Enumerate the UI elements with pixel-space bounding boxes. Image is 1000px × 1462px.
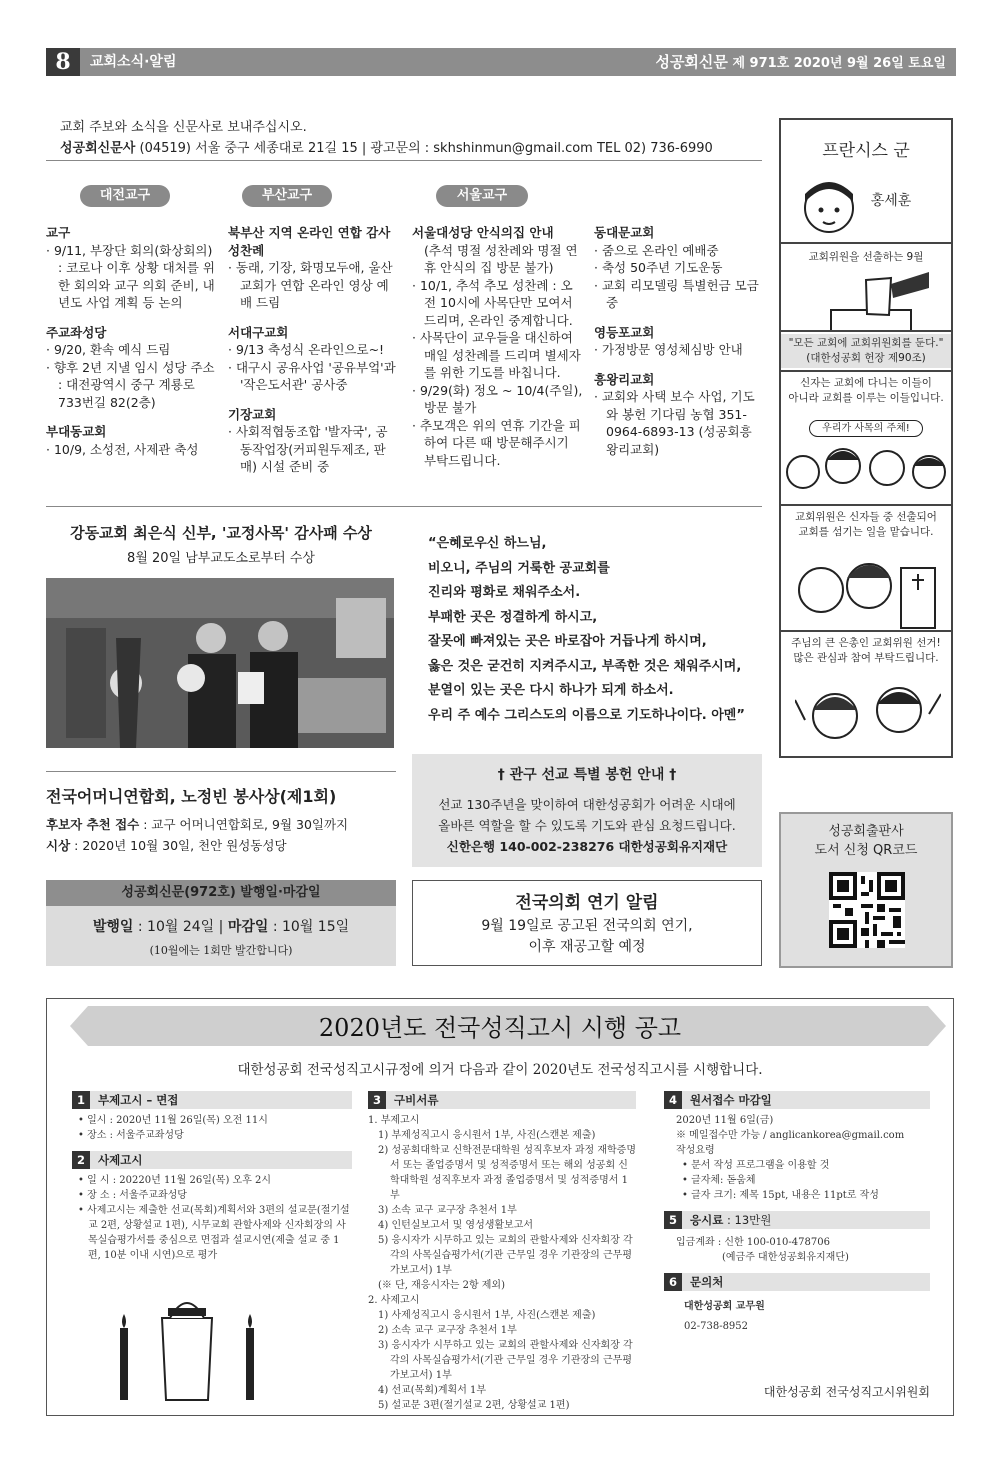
exam-title: 2020년도 전국성직고시 시행 공고 (318, 1014, 682, 1042)
exam-subheading: 1. 부제고시 (368, 1115, 420, 1126)
exam-doc-item: 5) 응시자가 시무하고 있는 교회의 관할사제와 신자회장 각각의 사목실습평가서(기관 근무일 경우 기관장의 근무평가보고서) 1부 (378, 1235, 633, 1276)
mothers-award-ceremony: 시상 : 2020년 10월 30일, 천안 원성동성당 (46, 838, 287, 853)
comic-author: 홍세훈 (870, 193, 912, 209)
comic-panel-divider (781, 504, 951, 506)
prayer-line: 비오니, 주님의 거룩한 공교회를 (428, 560, 610, 576)
news-column-2 (228, 224, 396, 476)
diocese-pill-busan: 부산교구 (242, 185, 332, 207)
award-photo (46, 578, 394, 748)
exam-column-2 (368, 1091, 636, 1413)
contact-address (60, 137, 713, 156)
exam-section-body (664, 1291, 930, 1337)
next-issue-note: (10월에는 1회만 발간합니다) (149, 944, 293, 957)
exam-subheading: 작성요령 (676, 1145, 715, 1156)
news-item: · 교회 리모델링 특별헌금 모금 중 (594, 277, 759, 310)
section-title: 교회소식·알림 (90, 54, 177, 70)
diocese-pill-daejeon: 대전교구 (80, 185, 170, 207)
page-number: 8 (46, 48, 80, 76)
prayer-text (428, 532, 758, 728)
exam-section-body (664, 1229, 930, 1273)
mission-title: † 관구 선교 특별 봉헌 안내 † (497, 767, 677, 783)
exam-intro: 대한성공회 전국성직고시규정에 의거 다음과 같이 2020년도 전국성직고시를 시행합니다. (237, 1062, 763, 1078)
comic-quote-line: "모든 교회에 교회위원회를 둔다." (788, 337, 944, 349)
award-photo-illustration (46, 578, 394, 748)
news-heading: 영등포교회 (594, 324, 655, 340)
comic-caption (781, 510, 951, 540)
comic-caption-line: 아니라 교회를 이루는 이들입니다. (788, 392, 944, 404)
prayer-line: 분열이 있는 곳은 다시 하나가 되게 하소서. (428, 683, 674, 698)
exam-doc-item: 3) 소속 교구 교구장 추천서 1부 (378, 1205, 517, 1216)
masthead-info (655, 48, 946, 78)
exam-doc-item: 2) 소속 교구 교구장 추천서 1부 (378, 1325, 517, 1336)
mission-text (412, 794, 762, 857)
comic-caption (781, 636, 951, 666)
exam-column-3 (664, 1091, 930, 1337)
news-item: · 교회와 사택 보수 사업, 기도와 봉헌 기다림 농협 351-0964-6893-13 (성공회흥왕리교회) (594, 389, 755, 457)
next-issue-heading: 성공회신문(972호) 발행일·마감일 (46, 880, 396, 906)
candle-chalice-illustration (112, 1288, 262, 1403)
news-item: · 향후 2년 지낼 임시 성당 주소 : 대전광역시 중구 계룡로 733번길 82(2층) (46, 359, 215, 410)
exam-deadline: 2020년 11월 6일(금) (676, 1115, 774, 1126)
issue-info: 제 971호 2020년 9월 26일 토요일 (732, 56, 946, 71)
diocese-pill-seoul: 서울교구 (436, 185, 528, 207)
news-column-4 (594, 224, 762, 458)
news-heading: 북부산 지역 온라인 연합 감사성찬례 (228, 225, 391, 258)
ballot-box-icon (811, 270, 931, 332)
comic-panel-divider (781, 370, 951, 372)
exam-section-heading: 5 응시료 : 13만원 (664, 1211, 930, 1229)
news-item: · 줌으로 온라인 예배중 (594, 242, 719, 258)
qr-code[interactable] (829, 872, 905, 948)
prayer-line: 옳은 것은 굳건히 지켜주시고, 부족한 것은 채워주시며, (428, 658, 742, 674)
comic-quote (781, 334, 951, 368)
exam-doc-item: (※ 단, 재응시자는 2항 제외) (378, 1280, 505, 1291)
award-subtitle: 8월 20일 남부교도소로부터 수상 (127, 551, 315, 566)
comic-caption: 교회위원을 선출하는 9월 (808, 251, 924, 263)
exam-section-body: • 일 시 : 20220년 11월 26일(목) 오후 2시 • 장 소 : 서울주교좌성당 • 사제고시는 제출한 선교(목회)계획서와 3편의 설교문(절기설교 2편, 상황설교 1편), 시무교회 관할사제와 신자회장의 사목실습평가서를 중심으로 면접과 설교시연(제출 설교 중 1편, 10분 이내 시연)으로 평가 (78, 1175, 350, 1261)
exam-account-holder: (예금주 대한성공회유지재단) (722, 1252, 849, 1263)
news-column-3 (412, 224, 584, 469)
news-item: · 9/20, 환속 예식 드림 (46, 342, 171, 357)
exam-section-body: 2020년 11월 6일(금) ※ 메일접수만 가능 / anglicankorea@gmail.com 작성요령 • 문서 작성 프로그램을 이용할 것 • 글자체: 돋움체 • 글자 크기: 제목 15pt, 내용은 11pt로 작성 (664, 1109, 930, 1211)
news-item: · 9/11, 부장단 회의(화상회의) : 코로나 이후 상황 대처를 위한 회의와 교구 의회 준비, 내년도 사업 계획 등 논의 (46, 242, 215, 310)
news-heading: 동대문교회 (594, 225, 655, 240)
comic-panel-divider (781, 330, 951, 332)
news-heading: 서울대성당 안식의집 안내 (412, 225, 554, 240)
prayer-line: “은혜로우신 하느님, (428, 536, 547, 551)
news-heading: 부대동교회 (46, 424, 107, 439)
news-column-1 (46, 224, 218, 458)
award-headline: 강동교회 최은식 신부, '교정사목' 감사패 수상 (70, 524, 372, 542)
synod-title: 전국의회 연기 알림 (515, 893, 659, 913)
exam-subheading: 2. 사제고시 (368, 1295, 420, 1306)
news-item: · 사목단이 교우들을 대신하여 매일 성찬례를 드리며 별세자를 위한 기도를 바칩니다. (412, 330, 581, 380)
news-item: · 사회적협동조합 '발자국', 공동작업장(커피원두제조, 판매) 시설 준비 중 (228, 424, 388, 474)
exam-contact-tel: 02-738-8952 (684, 1321, 749, 1332)
exam-doc-item: 1) 부제성직고시 응시원서 1부, 사진(스캔본 제출) (378, 1130, 596, 1141)
prayer-line: 부패한 곳은 정결하게 하시고, (428, 609, 598, 625)
news-item: · 추모객은 위의 연휴 기간을 피하여 다른 때 방문해주시기 부탁드립니다. (412, 417, 581, 468)
qr-caption (779, 822, 953, 860)
exam-section-body (368, 1109, 636, 1413)
comic-strip (779, 118, 953, 758)
news-item: · 대구시 공유사업 '공유부엌'과 '작은도서관' 공사중 (228, 359, 396, 392)
news-heading: 흥왕리교회 (594, 371, 655, 387)
comic-caption-line: 주님의 큰 은총인 교회위원 선거! (791, 637, 941, 649)
next-issue-dates: 발행일 : 10월 24일 | 마감일 : 10월 15일 (92, 919, 350, 935)
masthead: 성공회신문 (655, 53, 728, 71)
news-item: · 축성 50주년 기도운동 (594, 260, 723, 275)
comic-caption-line: 교회위원은 신자들 중 선출되어 (795, 511, 937, 523)
contact-request: 교회 주보와 소식을 신문사로 보내주십시오. (60, 120, 307, 135)
contact-org: 성공회신문사 (60, 141, 136, 156)
comic-title: 프란시스 군 (822, 141, 910, 161)
news-item: · 10/9, 소성전, 사제관 축성 (46, 441, 199, 457)
synod-text (412, 916, 762, 958)
comic-caption (781, 376, 951, 406)
divider (46, 506, 762, 507)
exam-section-heading: 2 사제고시 (72, 1151, 352, 1169)
mission-line: 선교 130주년을 맞이하여 대한성공회가 어려운 시대에 (438, 797, 736, 812)
news-item: (추석 명절 성찬례와 명절 연휴 안식의 집 방문 불가) (424, 242, 578, 275)
exam-contact-org: 대한성공회 교무원 (684, 1301, 765, 1312)
exam-doc-item: 4) 인턴실보고서 및 영성생활보고서 (378, 1220, 534, 1231)
prayer-line: 진리와 평화로 채워주소서. (428, 585, 581, 600)
comic-crowd-icon (781, 442, 951, 502)
mission-account: 신한은행 140-002-238276 대한성공회유지재단 (446, 839, 728, 854)
exam-section-heading: 4 원서접수 마감일 (664, 1091, 930, 1109)
exam-deadline-note: ※ 메일접수만 가능 / anglicankorea@gmail.com (676, 1130, 905, 1141)
comic-quote-source: (대한성공회 헌장 제90조) (806, 352, 926, 364)
exam-section-body: • 일시 : 2020년 11월 26일(목) 오전 11시 • 장소 : 서울주교좌성당 (78, 1115, 268, 1141)
news-item: · 9/13 축성식 온라인으로~! (228, 342, 385, 357)
comic-panel-divider (781, 242, 951, 244)
exam-doc-item: 3) 응시자가 시무하고 있는 교회의 관할사제와 신자회장 각각의 사목실습평가서(기관 근무일 경우 기관장의 근무평가보고서) 1부 (378, 1340, 633, 1381)
mothers-award-nomination: 후보자 추천 접수 : 교구 어머니연합회로, 9월 30일까지 (46, 817, 349, 832)
news-heading: 기장교회 (228, 406, 277, 422)
prayer-line: 잘못에 빠져있는 곳은 바로잡아 거듭나게 하시며, (428, 634, 707, 649)
comic-caption-line: 교회를 섬기는 일을 맡습니다. (798, 526, 934, 538)
news-heading: 서대구교회 (228, 324, 289, 340)
news-heading: 교구 (46, 225, 71, 240)
exam-doc-item: 2) 성공회대학교 신학전문대학원 성직후보자 과정 재학증명서 또는 졸업증명서 및 성적증명서 또는 해외 성공회 신학대학원 성직후보자 과정 졸업증명서 및 성적증명서 1부 (378, 1145, 636, 1201)
comic-kids-icon (795, 680, 941, 756)
contact-details: (04519) 서울 중구 세종대로 21길 15 | 광고문의 : skhshinmun@gmail.com TEL 02) 736-6990 (139, 141, 713, 156)
exam-doc-item: 1) 사제성직고시 응시원서 1부, 사진(스캔본 제출) (378, 1310, 596, 1321)
comic-caption-line: 많은 관심과 참여 부탁드립니다. (793, 652, 939, 664)
divider (46, 160, 762, 161)
exam-doc-item: 4) 선교(목회)계획서 1부 (378, 1385, 487, 1396)
news-item: · 10/1, 추석 추모 성찬례 : 오전 10시에 사목단만 모여서 드리며, 온라인 중계합니다. (412, 277, 573, 328)
news-item: · 동래, 기장, 화명모두애, 울산교회가 연합 온라인 영상 예배 드림 (228, 260, 393, 310)
mission-line: 올바른 역할을 할 수 있도록 기도와 관심 요청드립니다. (438, 818, 736, 833)
exam-section-heading: 6 문의처 (664, 1273, 930, 1291)
mothers-award-title: 전국어머니연합회, 노정빈 봉사상(제1회) (46, 787, 337, 806)
exam-account: 입금계좌 : 신한 100-010-478706 (676, 1237, 830, 1248)
prayer-line: 우리 주 예수 그리스도의 이름으로 기도하나이다. 아멘” (428, 707, 745, 723)
exam-column-1 (72, 1091, 352, 1263)
comic-church-icon (791, 548, 941, 630)
synod-line: 이후 재공고할 예정 (528, 939, 646, 955)
divider (46, 771, 396, 772)
exam-section-heading: 1 부제고시 – 면접 (72, 1091, 352, 1109)
exam-doc-item: 5) 설교문 3편(절기설교 2편, 상황설교 1편) (378, 1400, 570, 1411)
news-item: · 가정방문 영성체심방 안내 (594, 342, 743, 357)
news-item: · 9/29(화) 정오 ~ 10/4(주일), 방문 불가 (412, 382, 583, 415)
qr-caption-line: 도서 신청 QR코드 (814, 843, 918, 858)
synod-line: 9월 19일로 공고된 전국의회 연기, (481, 918, 693, 934)
news-heading: 주교좌성당 (46, 324, 107, 340)
qr-caption-line: 성공회출판사 (828, 824, 904, 839)
comic-speech-bubble: 우리가 사목의 주체! (809, 420, 923, 437)
exam-section-heading: 3 구비서류 (368, 1091, 636, 1109)
exam-signature: 대한성공회 전국성직고시위원회 (763, 1385, 930, 1399)
comic-caption-line: 신자는 교회에 다니는 이들이 (800, 377, 932, 389)
comic-panel-divider (781, 630, 951, 632)
